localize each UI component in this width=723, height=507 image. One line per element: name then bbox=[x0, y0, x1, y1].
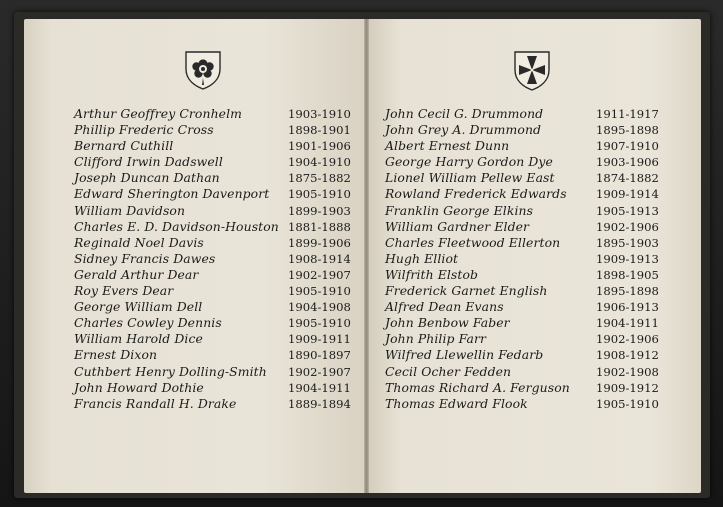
entry-years: 1881-1888 bbox=[288, 219, 351, 234]
entry-name: Roy Evers Dear bbox=[74, 283, 174, 299]
entry-years: 1909-1913 bbox=[596, 251, 659, 266]
entry-years: 1906-1913 bbox=[596, 300, 659, 315]
entry-years: 1908-1912 bbox=[596, 348, 659, 363]
entry-name: Ernest Dixon bbox=[74, 347, 158, 363]
entry-years: 1902-1906 bbox=[596, 332, 659, 347]
entry-years: 1899-1906 bbox=[288, 235, 351, 250]
entry-years: 1905-1910 bbox=[288, 284, 351, 299]
entry-years: 1911-1917 bbox=[596, 107, 659, 121]
entry-name: Frederick Garnet English bbox=[385, 283, 548, 299]
entry-years: 1889-1894 bbox=[288, 396, 351, 411]
book-gutter bbox=[364, 19, 369, 493]
entry-name: Bernard Cuthill bbox=[74, 138, 174, 154]
entry-name: William Gardner Elder bbox=[385, 218, 530, 234]
entry-years: 1875-1882 bbox=[288, 171, 351, 186]
entry-name: John Benbow Faber bbox=[385, 315, 510, 331]
entry-years: 1898-1905 bbox=[596, 267, 659, 282]
entry-years: 1895-1903 bbox=[596, 235, 659, 250]
entry-name: Arthur Geoffrey Cronhelm bbox=[74, 106, 242, 121]
entry-years: 1901-1906 bbox=[288, 139, 351, 154]
entry-years: 1905-1910 bbox=[288, 316, 351, 331]
entry-years: 1907-1910 bbox=[596, 139, 659, 154]
entry-name: Charles Fleetwood Ellerton bbox=[385, 234, 561, 250]
entry-name: Gerald Arthur Dear bbox=[74, 266, 199, 282]
entry-name: Thomas Edward Flook bbox=[385, 395, 528, 411]
entry-name: William Davidson bbox=[74, 202, 186, 218]
entry-years: 1905-1913 bbox=[596, 203, 659, 218]
entry-name: Hugh Elliot bbox=[385, 250, 459, 266]
entry-name: Cuthbert Henry Dolling-Smith bbox=[74, 363, 267, 379]
entry-name: John Howard Dothie bbox=[74, 379, 204, 395]
entry-years: 1904-1910 bbox=[288, 155, 351, 170]
entry-years: 1895-1898 bbox=[596, 284, 659, 299]
entry-name: John Philip Farr bbox=[385, 331, 486, 347]
entry-name: Franklin George Elkins bbox=[385, 202, 534, 218]
entry-years: 1909-1911 bbox=[288, 332, 351, 347]
cross-shield-icon bbox=[512, 49, 552, 93]
entry-name: John Grey A. Drummond bbox=[385, 122, 542, 138]
entry-name: Edward Sherington Davenport bbox=[74, 186, 270, 202]
entry-name: Joseph Duncan Dathan bbox=[74, 170, 220, 186]
entry-name: Wilfred Llewellin Fedarb bbox=[385, 347, 544, 363]
entry-years: 1902-1906 bbox=[596, 219, 659, 234]
entry-years: 1902-1908 bbox=[596, 364, 659, 379]
entry-name: George William Dell bbox=[74, 299, 203, 315]
entry-years: 1895-1898 bbox=[596, 123, 659, 138]
entry-years: 1904-1908 bbox=[288, 300, 351, 315]
entry-years: 1905-1910 bbox=[596, 396, 659, 411]
entry-years: 1905-1910 bbox=[288, 187, 351, 202]
entry-name: Cecil Ocher Fedden bbox=[385, 363, 512, 379]
entry-years: 1908-1914 bbox=[288, 251, 351, 266]
rose-shield-icon bbox=[183, 49, 223, 91]
entry-name: Clifford Irwin Dadswell bbox=[74, 154, 223, 170]
entry-years: 1898-1901 bbox=[288, 123, 351, 138]
entry-years: 1909-1914 bbox=[596, 187, 659, 202]
entry-years: 1874-1882 bbox=[596, 171, 659, 186]
entry-years: 1899-1903 bbox=[288, 203, 351, 218]
entry-name: Francis Randall H. Drake bbox=[74, 395, 237, 411]
entry-years: 1909-1912 bbox=[596, 380, 659, 395]
entry-years: 1903-1910 bbox=[288, 107, 351, 121]
entry-name: John Cecil G. Drummond bbox=[385, 106, 544, 121]
entry-name: Lionel William Pellew East bbox=[385, 170, 555, 186]
entry-name: William Harold Dice bbox=[74, 331, 203, 347]
entry-years: 1903-1906 bbox=[596, 155, 659, 170]
entry-name: Reginald Noel Davis bbox=[74, 234, 204, 250]
entry-years: 1904-1911 bbox=[596, 316, 659, 331]
entry-name: Phillip Frederic Cross bbox=[74, 122, 214, 138]
entry-name: Charles Cowley Dennis bbox=[74, 315, 222, 331]
entry-years: 1902-1907 bbox=[288, 267, 351, 282]
entry-years: 1904-1911 bbox=[288, 380, 351, 395]
entry-name: Sidney Francis Dawes bbox=[74, 250, 216, 266]
entry-name: Charles E. D. Davidson-Houston bbox=[74, 218, 279, 234]
entry-years: 1890-1897 bbox=[288, 348, 351, 363]
entry-name: Rowland Frederick Edwards bbox=[385, 186, 567, 202]
entry-years: 1902-1907 bbox=[288, 364, 351, 379]
entry-name: George Harry Gordon Dye bbox=[385, 154, 553, 170]
entry-name: Wilfrith Elstob bbox=[385, 266, 479, 282]
entry-name: Thomas Richard A. Ferguson bbox=[385, 379, 570, 395]
entry-name: Albert Ernest Dunn bbox=[385, 138, 510, 154]
entry-name: Alfred Dean Evans bbox=[385, 299, 504, 315]
